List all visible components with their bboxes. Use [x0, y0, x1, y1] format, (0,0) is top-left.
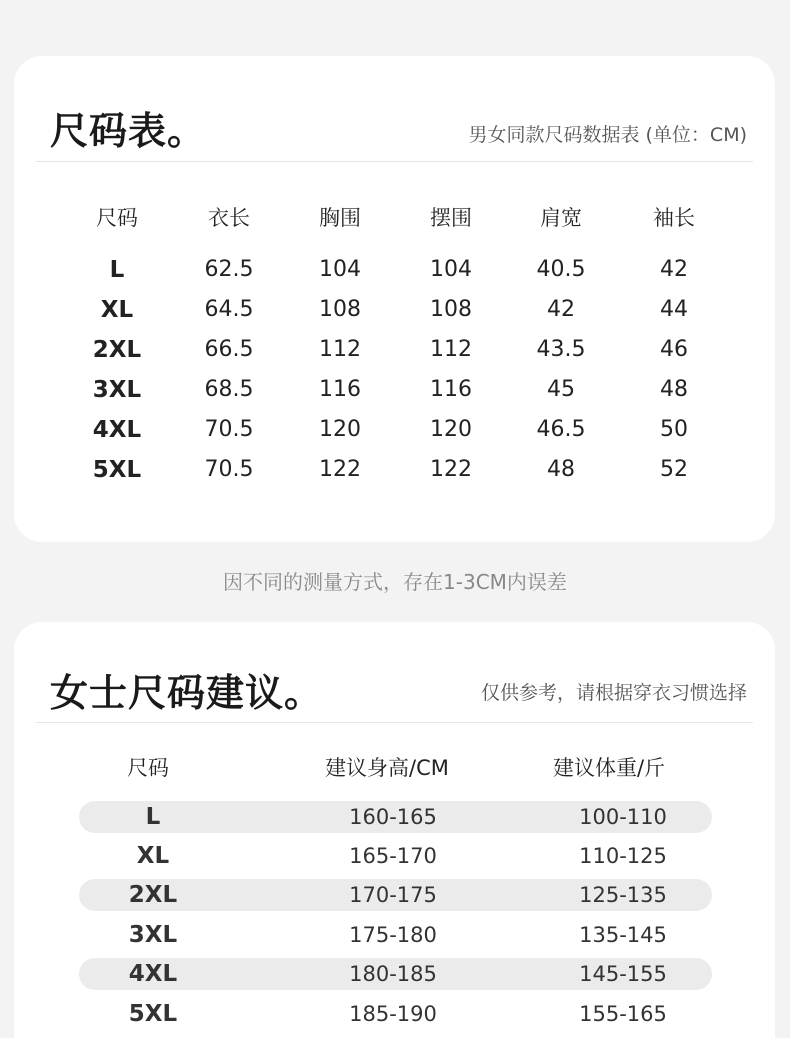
size-chart-subtitle: 男女同款尺码数据表 (单位：CM) [468, 124, 747, 146]
hem-cell: 108 [430, 297, 472, 322]
size-cell: XL [100, 297, 134, 323]
recommendation-subtitle: 仅供参考，请根据穿衣习惯选择 [480, 682, 747, 704]
size-cell: 2XL [92, 337, 142, 363]
size-cell: L [145, 804, 161, 830]
size-chart-header-row [14, 198, 775, 238]
length-cell: 68.5 [204, 377, 254, 402]
chest-cell: 104 [319, 257, 361, 282]
table-row [79, 958, 712, 990]
length-cell: 70.5 [204, 417, 254, 442]
hem-cell: 116 [430, 377, 472, 402]
size-cell: 4XL [92, 417, 142, 443]
table-row [79, 998, 712, 1030]
size-recommendation-card [14, 622, 775, 1038]
sleeve-cell: 50 [660, 417, 688, 442]
size-chart-title: 尺码表。 [50, 109, 207, 153]
shoulder-cell: 40.5 [536, 257, 586, 282]
height-cell: 160-165 [349, 805, 437, 829]
header-size: 尺码 [127, 756, 169, 780]
table-row [79, 801, 712, 833]
size-cell: L [109, 257, 125, 283]
length-cell: 64.5 [204, 297, 254, 322]
header-sleeve: 袖长 [653, 206, 695, 230]
height-cell: 165-170 [349, 844, 437, 868]
weight-cell: 100-110 [579, 805, 667, 829]
shoulder-cell: 46.5 [536, 417, 586, 442]
size-cell: 5XL [92, 457, 142, 483]
size-cell: 5XL [128, 1001, 178, 1027]
table-row [14, 250, 775, 290]
hem-cell: 120 [430, 417, 472, 442]
shoulder-cell: 48 [547, 457, 575, 482]
table-row [79, 879, 712, 911]
header-length: 衣长 [208, 206, 250, 230]
table-row [14, 290, 775, 330]
height-cell: 185-190 [349, 1002, 437, 1026]
size-chart-card [14, 56, 775, 542]
size-cell: 3XL [92, 377, 142, 403]
table-row [79, 919, 712, 951]
sleeve-cell: 44 [660, 297, 688, 322]
table-row [14, 370, 775, 410]
sleeve-cell: 46 [660, 337, 688, 362]
chest-cell: 122 [319, 457, 361, 482]
chest-cell: 116 [319, 377, 361, 402]
length-cell: 66.5 [204, 337, 254, 362]
table-row [14, 330, 775, 370]
header-size: 尺码 [96, 206, 138, 230]
header-shoulder: 肩宽 [540, 206, 582, 230]
measurement-note: 因不同的测量方式，存在1-3CM内误差 [223, 570, 567, 594]
recommendation-header-row [79, 748, 712, 788]
sleeve-cell: 48 [660, 377, 688, 402]
weight-cell: 135-145 [579, 923, 667, 947]
hem-cell: 112 [430, 337, 472, 362]
recommendation-divider [36, 722, 753, 723]
size-cell: 3XL [128, 922, 178, 948]
chest-cell: 112 [319, 337, 361, 362]
chest-cell: 120 [319, 417, 361, 442]
weight-cell: 125-135 [579, 883, 667, 907]
height-cell: 175-180 [349, 923, 437, 947]
hem-cell: 104 [430, 257, 472, 282]
size-chart-divider [36, 161, 753, 162]
header-chest: 胸围 [319, 206, 361, 230]
recommendation-title: 女士尺码建议。 [50, 671, 324, 715]
header-weight: 建议体重/斤 [552, 756, 666, 780]
sleeve-cell: 52 [660, 457, 688, 482]
height-cell: 170-175 [349, 883, 437, 907]
header-height: 建议身高/CM [325, 756, 449, 780]
size-cell: 4XL [128, 961, 178, 987]
shoulder-cell: 43.5 [536, 337, 586, 362]
height-cell: 180-185 [349, 962, 437, 986]
table-row [14, 450, 775, 490]
length-cell: 70.5 [204, 457, 254, 482]
weight-cell: 155-165 [579, 1002, 667, 1026]
sleeve-cell: 42 [660, 257, 688, 282]
weight-cell: 145-155 [579, 962, 667, 986]
size-cell: XL [136, 843, 170, 869]
header-hem: 摆围 [430, 206, 472, 230]
hem-cell: 122 [430, 457, 472, 482]
chest-cell: 108 [319, 297, 361, 322]
size-cell: 2XL [128, 882, 178, 908]
weight-cell: 110-125 [579, 844, 667, 868]
shoulder-cell: 45 [547, 377, 575, 402]
table-row [79, 840, 712, 872]
table-row [14, 410, 775, 450]
length-cell: 62.5 [204, 257, 254, 282]
shoulder-cell: 42 [547, 297, 575, 322]
